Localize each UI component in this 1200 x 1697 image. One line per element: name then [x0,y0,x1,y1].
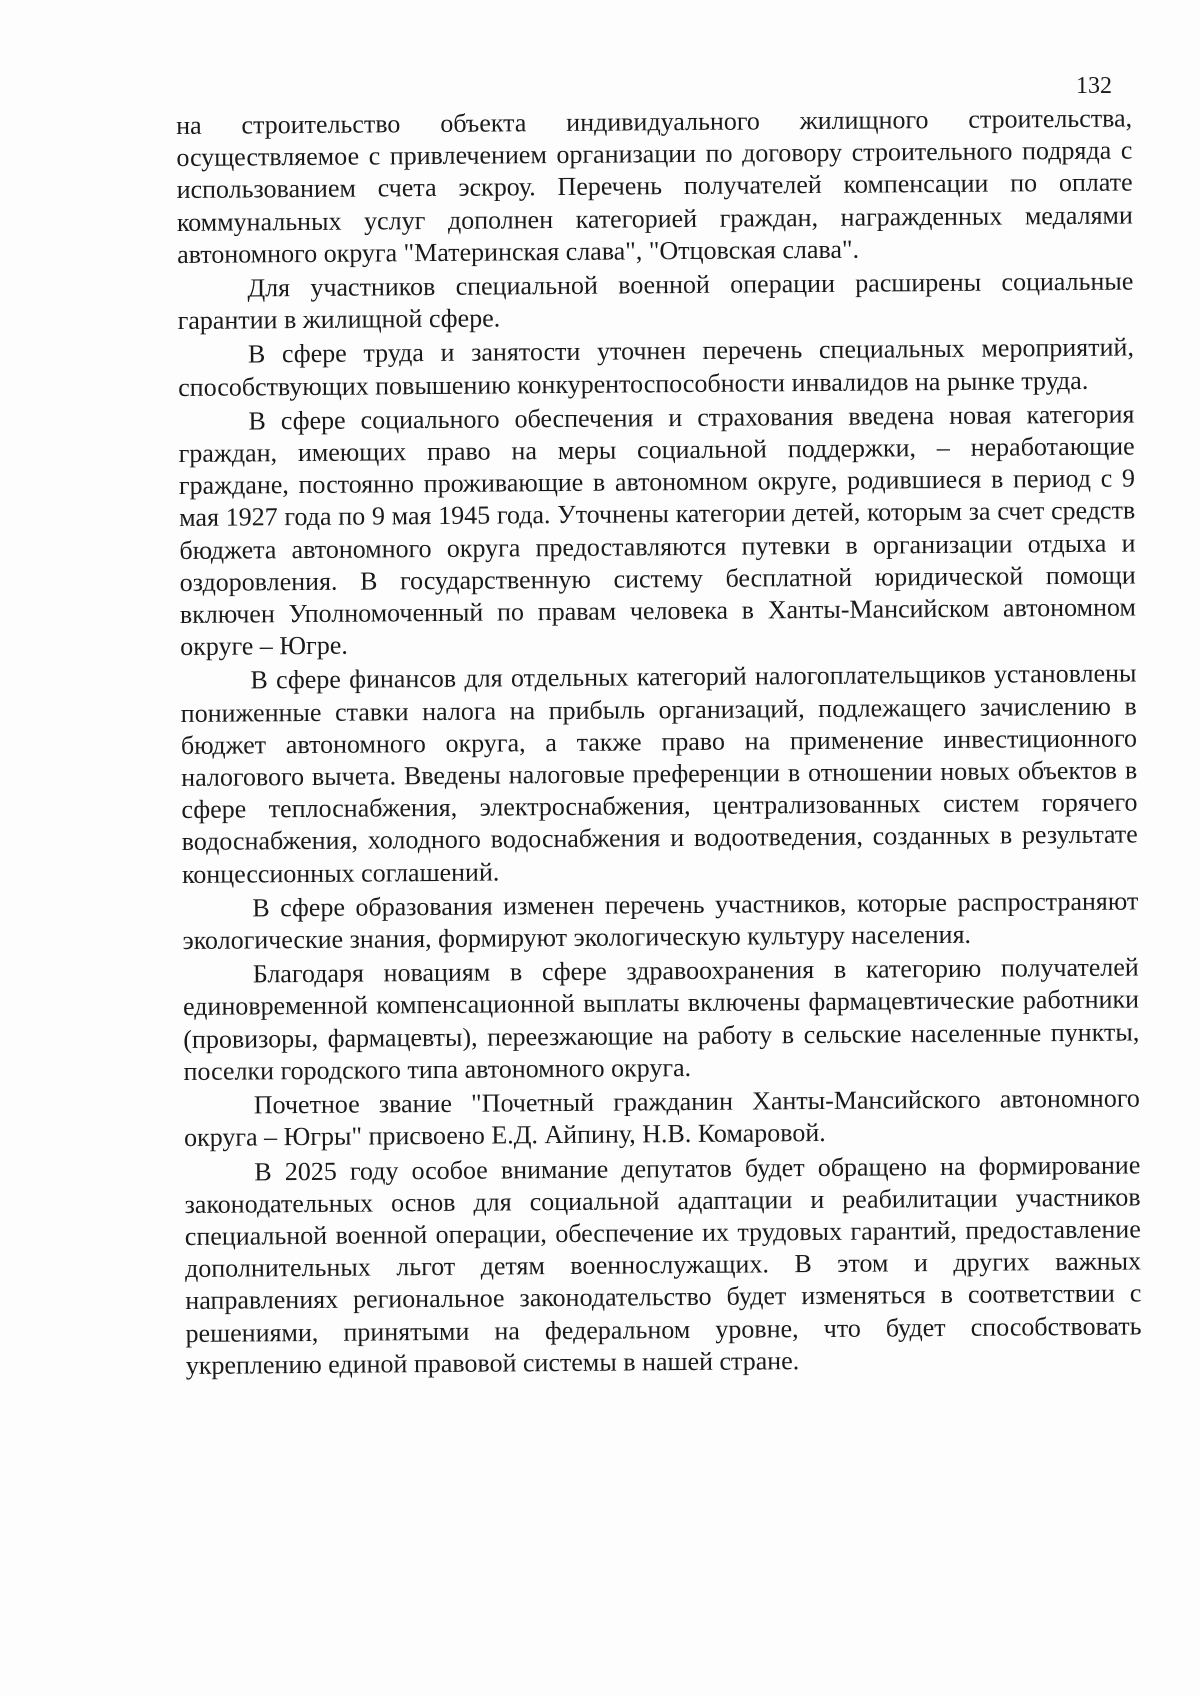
paragraph: В сфере образования изменен перечень участников, которые распространяют экологические знания, формируют экологическую культуру населения. [182,886,1139,956]
paragraph: В сфере труда и занятости уточнен перечень специальных мероприятий, способствующих повышению конкурентоспособности инвалидов на рынке труда. [178,332,1135,402]
paragraph: Для участников специальной военной операции расширены социальные гарантии в жилищной сфере. [177,266,1134,336]
paragraph: Почетное звание "Почетный гражданин Ханты-Мансийского автономного округа – Югры" присвоено Е.Д. Айпину, Н.В. Комаровой. [183,1083,1140,1153]
paragraph: В сфере социального обеспечения и страхования введена новая категория граждан, имеющих право на меры социальной поддержки, – неработающие граждане, постоянно проживающие в автономном округе, родившиеся в период с 9 мая 1927 года по 9 мая 1945 года. Уточнены категории детей, которым за счет средств бюджета автономного округа предоставляются путевки в организации отдыха и оздоровления. В государственную систему бесплатной юридической помощи включен Уполномоченный по правам человека в Ханты-Мансийском автономном округе – Югре. [178,399,1137,662]
paragraph: В 2025 году особое внимание депутатов будет обращено на формирование законодательных основ для социальной адаптации и реабилитации участников специальной военной операции, обеспечение их трудовых гарантий, предоставление дополнительных льгот детям военнослужащих. В этом и других важных направлениях региональное законодательство будет изменяться в соответствии с решениями, принятыми на федеральном уровне, что будет способствовать укреплению единой правовой системы в нашей стране. [184,1149,1142,1380]
body-text [176,102,1142,1383]
paragraph: В сфере финансов для отдельных категорий налогоплательщиков установлены пониженные ставки налога на прибыль организаций, подлежащего зачислению в бюджет автономного округа, а также право на применение инвестиционного налогового вычета. Введены налоговые преференции в отношении новых объектов в сфере теплоснабжения, электроснабжения, централизованных систем горячего водоснабжения, холодного водоснабжения и водоотведения, созданных в результате концессионных соглашений. [180,658,1138,889]
paragraph: Благодаря новациям в сфере здравоохранения в категорию получателей единовременной компенсационной выплаты включены фармацевтические работники (провизоры, фармацевты), переезжающие на работу в сельские населенные пункты, поселки городского типа автономного округа. [182,952,1140,1086]
page-number: 132 [1076,73,1112,99]
paragraph: на строительство объекта индивидуального жилищного строительства, осуществляемое с привлечением организации по договору строительного подряда с использованием счета эскроу. Перечень получателей компенсации по оплате коммунальных услуг дополнен категорией граждан, награжденных медалями автономного округа "Материнская слава", "Отцовская слава". [176,103,1133,269]
